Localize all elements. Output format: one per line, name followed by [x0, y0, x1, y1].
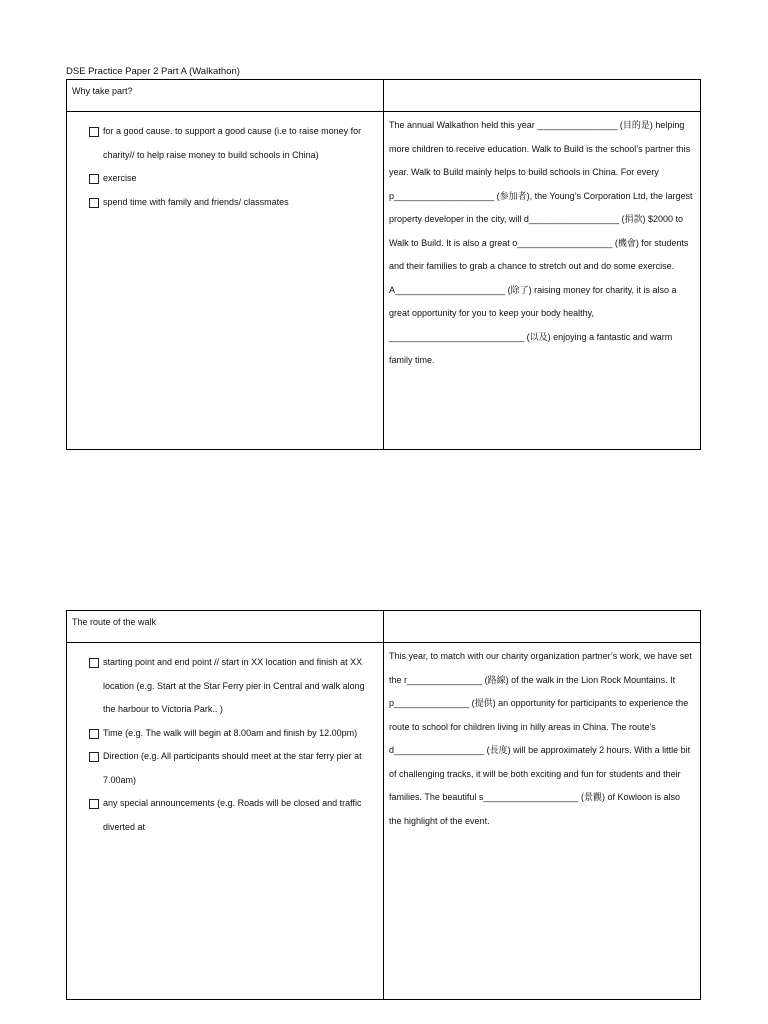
checkbox-icon[interactable]	[89, 658, 99, 668]
checklist-item-text: starting point and end point // start in XX location and finish at XX location (e.g. Start at the Star Ferry pier in Central and walk along the harbour to Victoria Park.. )	[103, 657, 365, 714]
checklist-item	[89, 722, 377, 746]
route-header: The route of the walk	[72, 617, 157, 627]
checklist-item-text: Time (e.g. The walk will begin at 8.00am and finish by 12.00pm)	[103, 727, 358, 738]
why-take-part-header: Why take part?	[72, 86, 133, 96]
checklist-item-text: any special announcements (e.g. Roads will be closed and traffic diverted at	[103, 798, 362, 832]
why-take-part-table	[66, 79, 701, 450]
why-take-part-header-blank-cell	[384, 80, 701, 112]
route-passage: This year, to match with our charity organization partner’s work, we have set the r_______________ (路線) of the walk in the Lion Rock Mountains. It p_______________ (提供) an opportunity for participants to experience the route to school for children living in hilly areas in China. The route’s d__________________ (長度) will be approximately 2 hours. With a little bit of challenging tracks, it will be both exciting and fun for students and their families. The beautiful s___________________ (景觀) of Kowloon is also the highlight of the event.	[389, 651, 692, 826]
why-take-part-points-cell	[67, 112, 384, 450]
why-take-part-checklist	[67, 112, 383, 214]
checklist-item-text: spend time with family and friends/ classmates	[103, 196, 289, 207]
why-take-part-header-cell	[67, 80, 384, 112]
checklist-item-text: exercise	[103, 173, 137, 183]
route-header-cell	[67, 611, 384, 643]
checklist-item-text: for a good cause. to support a good cause (i.e to raise money for charity// to help raise money to build schools in China)	[103, 126, 362, 160]
checklist-item	[89, 120, 377, 167]
why-take-part-passage-cell	[384, 112, 701, 450]
route-passage-cell	[384, 643, 701, 1000]
checklist-item-text: Direction (e.g. All participants should meet at the star ferry pier at 7.00am)	[103, 751, 362, 785]
checklist-item	[89, 651, 377, 722]
checklist-item	[89, 792, 377, 839]
checkbox-icon[interactable]	[89, 729, 99, 739]
route-checklist	[67, 643, 383, 839]
route-header-blank-cell	[384, 611, 701, 643]
why-take-part-passage: The annual Walkathon held this year ________________ (目的是) helping more children to receive education. Walk to Build is the school’s partner this year. Walk to Build mainly helps to build schools in China. For every p____________________ (参加者), the Young’s Corporation Ltd, the largest property developer in the city, will d__________________ (捐款) $2000 to Walk to Build. It is also a great o___________________ (機會) for students and their families to grab a chance to stretch out and do some exercise. A______________________ (除了) raising money for charity, it is also a great opportunity for you to keep your body healthy, ___________________________ (以及) enjoying a fantastic and warm family time.	[389, 120, 693, 365]
checkbox-icon[interactable]	[89, 799, 99, 809]
checkbox-icon[interactable]	[89, 198, 99, 208]
checkbox-icon[interactable]	[89, 752, 99, 762]
page-title: DSE Practice Paper 2 Part A (Walkathon)	[66, 66, 240, 77]
checkbox-icon[interactable]	[89, 127, 99, 137]
checklist-item	[89, 745, 377, 792]
route-table	[66, 610, 701, 1000]
checkbox-icon[interactable]	[89, 174, 99, 184]
route-points-cell	[67, 643, 384, 1000]
checklist-item	[89, 167, 377, 191]
checklist-item	[89, 191, 377, 215]
